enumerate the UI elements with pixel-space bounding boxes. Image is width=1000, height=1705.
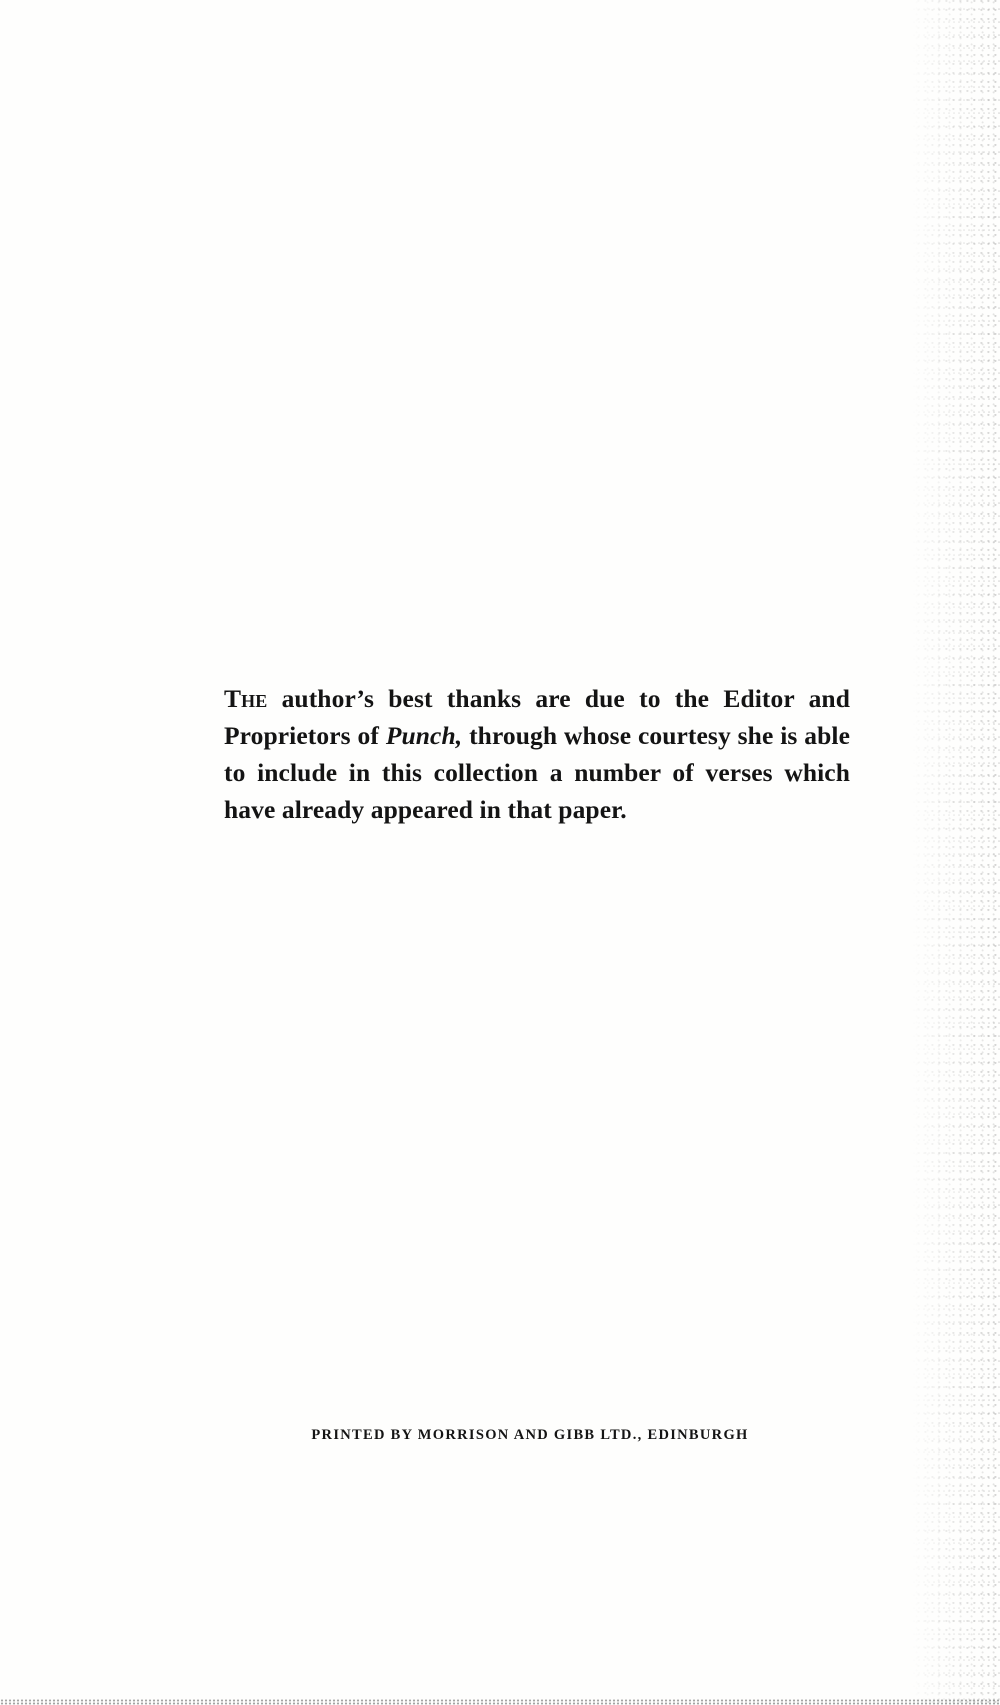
publication-title: Punch, <box>385 721 463 750</box>
acknowledgement-paragraph <box>224 680 850 828</box>
page-edge-texture <box>910 0 1000 1705</box>
acknowledgement-lead-word: The <box>224 684 268 713</box>
printer-imprint: PRINTED BY MORRISON AND GIBB LTD., EDINBURGH <box>311 1427 749 1443</box>
acknowledgement-text-after: through whose courtesy she is able to include in this collection a number of verses which have already appeared in that paper. <box>224 721 851 824</box>
page-bottom-texture <box>0 1699 1000 1705</box>
acknowledgement-text-before: author’s best thanks are due to the Editor and Proprietors of <box>224 684 850 750</box>
